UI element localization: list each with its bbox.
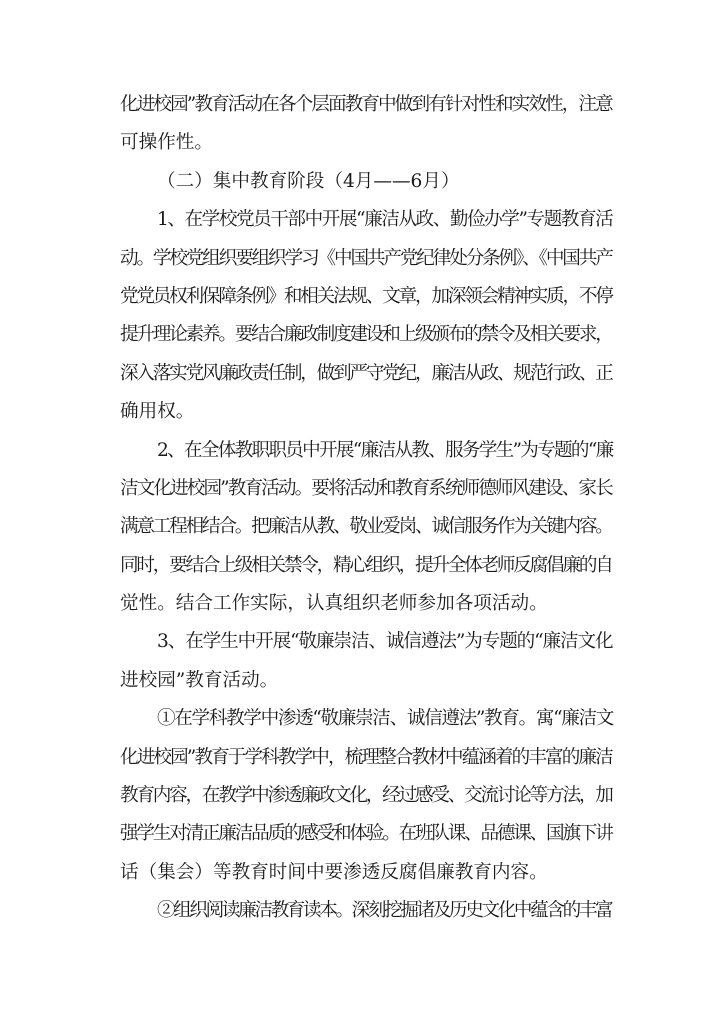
- text-line: 可操作性。: [120, 132, 213, 154]
- text-line: ①在学科教学中渗透“敬廉崇洁、诚信遵法”教育。寓“廉洁文: [157, 708, 614, 730]
- text-line: 确用权。: [120, 401, 195, 423]
- text-line: 提升理论素养。要结合廉政制度建设和上级颁布的禁令及相关要求，: [120, 324, 612, 346]
- text-line: 化进校园”教育于学科教学中，梳理整合教材中蕴涵着的丰富的廉洁: [120, 746, 612, 768]
- text-line: 党党员权利保障条例》和相关法规、文章，加深领会精神实质，不停: [120, 285, 612, 307]
- text-line: 动。学校党组织要组织学习《中国共产党纪律处分条例》、《中国共产: [120, 247, 612, 269]
- text-line: 进校园”教育活动。: [120, 669, 279, 691]
- text-line: ②组织阅读廉洁教育读本。深刻挖掘诸及历史文化中蕴含的丰富: [157, 900, 612, 922]
- text-line: 强学生对清正廉洁品质的感受和体验。在班队课、品德课、国旗下讲: [120, 823, 612, 845]
- text-line: 教育内容，在教学中渗透廉政文化，经过感受、交流讨论等方法，加: [120, 785, 612, 807]
- text-line: 深入落实党风廉政责任制，做到严守党纪，廉洁从政、规范行政、正: [120, 362, 612, 384]
- text-line: 同时，要结合上级相关禁令，精心组织，提升全体老师反腐倡廉的自: [120, 554, 612, 576]
- text-line: 满意工程相结合。把廉洁从教、敬业爱岗、诚信服务作为关键内容。: [120, 516, 612, 538]
- text-line: 2、在全体教职职员中开展“廉洁从教、服务学生”为专题的“廉: [157, 439, 613, 461]
- text-line: 3、在学生中开展“敬廉崇洁、诚信遵法”为专题的“廉洁文化: [157, 631, 613, 653]
- section-heading: （二）集中教育阶段（4月——6月）: [157, 170, 460, 192]
- document-body: [120, 86, 614, 931]
- text-line: 1、在学校党员干部中开展“廉洁从政、勤俭办学”专题教育活: [157, 209, 613, 231]
- text-line: 洁文化进校园”教育活动。要将活动和教育系统师德师风建设、家长: [120, 477, 612, 499]
- text-line: 化进校园”教育活动在各个层面教育中做到有针对性和实效性，注意: [120, 94, 612, 115]
- text-line: 话（集会）等教育时间中要渗透反腐倡廉教育内容。: [120, 861, 548, 883]
- text-line: 觉性。结合工作实际，认真组织老师参加各项活动。: [120, 593, 548, 615]
